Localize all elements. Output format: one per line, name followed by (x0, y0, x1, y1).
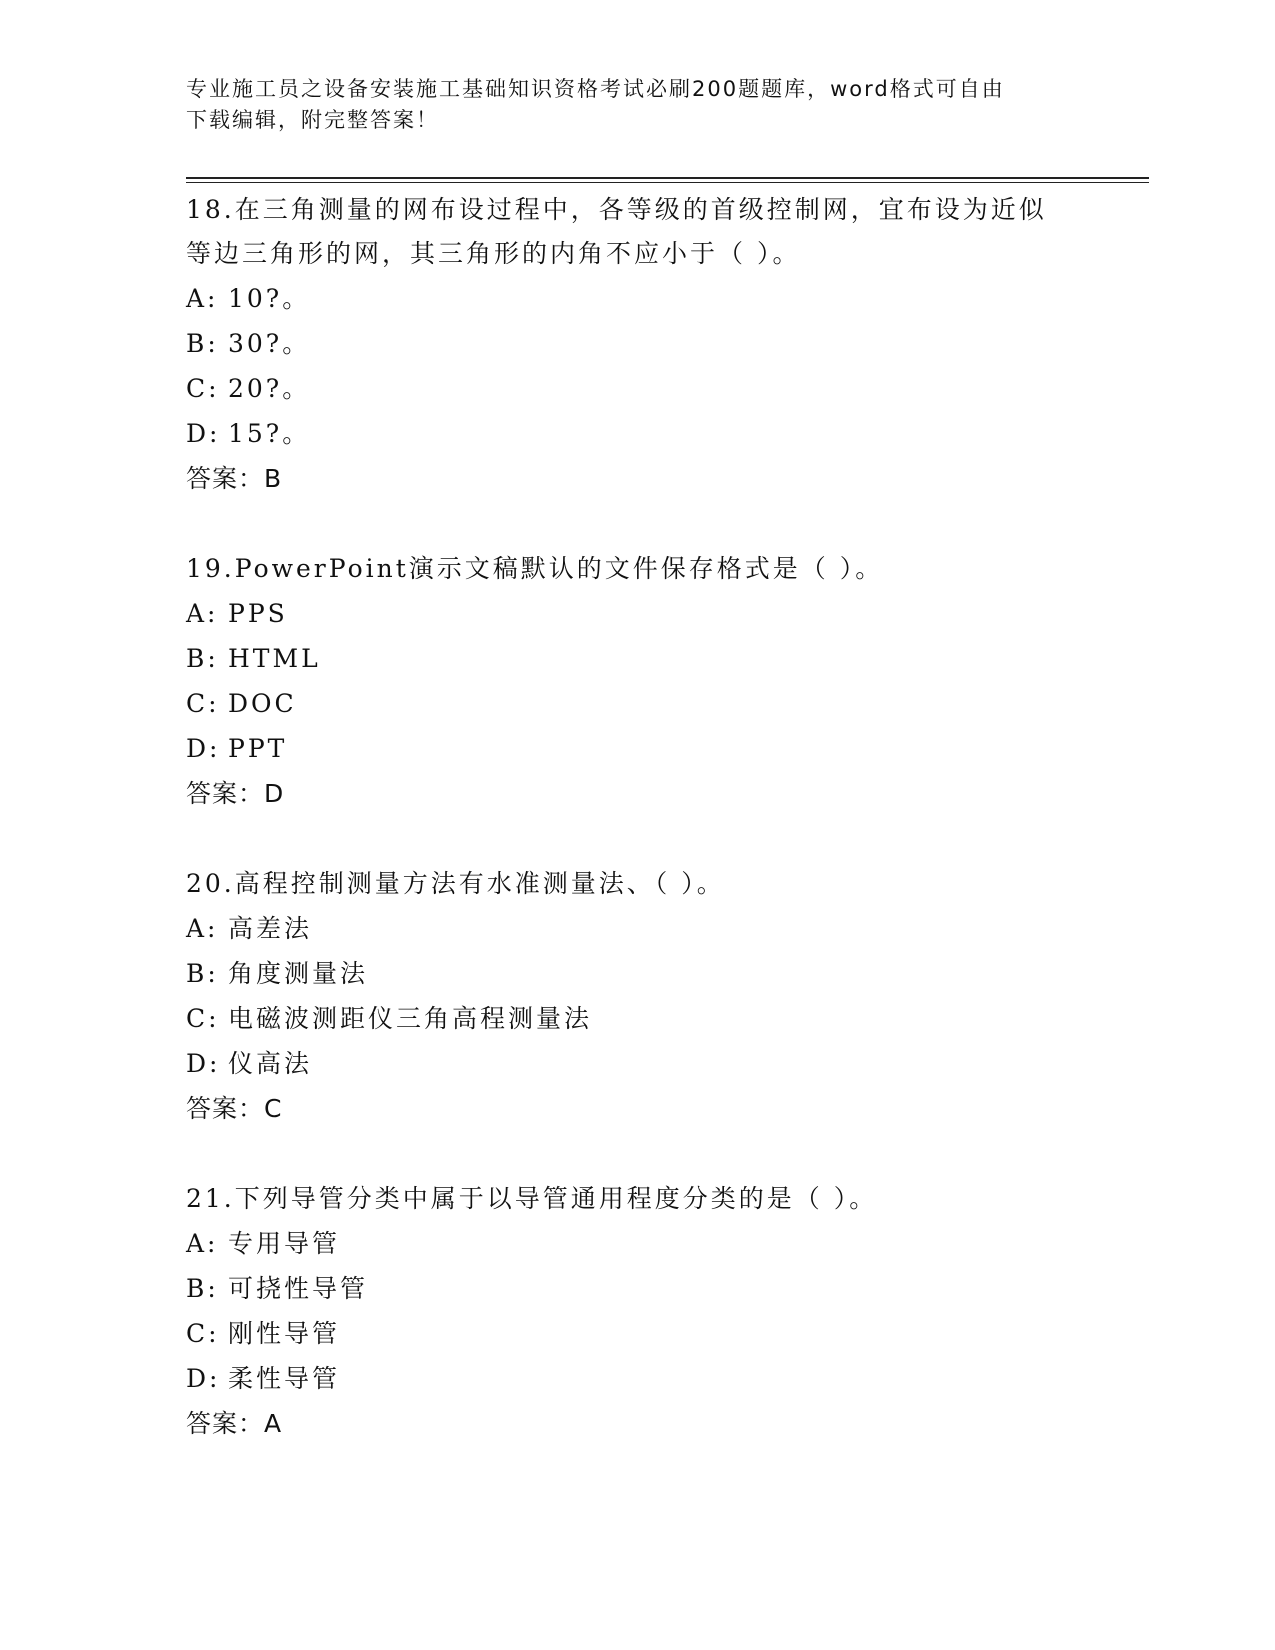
option-text: PPS (228, 599, 288, 628)
option-text: 刚性导管 (228, 1319, 341, 1348)
option-text: 高差法 (228, 914, 313, 943)
option-text: DOC (228, 689, 297, 718)
option-letter: B: (186, 959, 219, 988)
option-letter: A: (186, 914, 219, 943)
answer: 答案：D (186, 779, 285, 808)
option-a (186, 906, 1086, 951)
option-c (186, 366, 1086, 411)
answer: 答案：B (186, 464, 283, 493)
header-divider-thin (186, 182, 1149, 183)
option-letter: A: (186, 284, 219, 313)
option-text: 专用导管 (228, 1229, 341, 1258)
option-d (186, 411, 1086, 456)
option-c (186, 996, 1086, 1041)
option-letter: D: (186, 419, 221, 448)
option-letter: D: (186, 1049, 221, 1078)
answer: 答案：A (186, 1409, 283, 1438)
option-d (186, 1356, 1086, 1401)
option-text: PPT (228, 734, 288, 763)
option-d (186, 726, 1086, 771)
option-text: 柔性导管 (228, 1364, 341, 1393)
option-letter: D: (186, 734, 221, 763)
option-letter: B: (186, 1274, 219, 1303)
option-letter: C: (186, 1319, 220, 1348)
question-stem (186, 1177, 1066, 1221)
option-b (186, 321, 1086, 366)
answer: 答案：C (186, 1094, 283, 1123)
question-stem-line: 20.高程控制测量方法有水准测量法、（ ）。 (186, 869, 725, 898)
option-b (186, 636, 1086, 681)
question-20 (186, 862, 1086, 1131)
option-text: 10?。 (228, 284, 311, 313)
option-letter: A: (186, 1229, 219, 1258)
header-line-2: 下载编辑，附完整答案！ (186, 108, 439, 132)
option-text: 电磁波测距仪三角高程测量法 (228, 1004, 593, 1033)
question-stem (186, 188, 1066, 276)
option-text: 可挠性导管 (228, 1274, 369, 1303)
option-letter: C: (186, 689, 220, 718)
option-text: 15?。 (228, 419, 311, 448)
question-21 (186, 1177, 1086, 1446)
option-text: 角度测量法 (228, 959, 369, 988)
option-b (186, 1266, 1086, 1311)
question-stem (186, 862, 1066, 906)
option-letter: B: (186, 329, 219, 358)
option-text: 20?。 (228, 374, 311, 403)
option-d (186, 1041, 1086, 1086)
question-stem (186, 547, 1066, 591)
question-18 (186, 188, 1086, 501)
option-text: 30?。 (228, 329, 311, 358)
option-letter: C: (186, 374, 220, 403)
option-text: 仪高法 (228, 1049, 313, 1078)
option-letter: A: (186, 599, 219, 628)
option-letter: C: (186, 1004, 220, 1033)
question-stem-line: 等边三角形的网，其三角形的内角不应小于（ ）。 (186, 239, 801, 268)
question-list (186, 188, 1086, 1492)
question-19 (186, 547, 1086, 816)
header-line-1: 专业施工员之设备安装施工基础知识资格考试必刷200题题库，word格式可自由 (186, 77, 1005, 101)
option-letter: D: (186, 1364, 221, 1393)
option-text: HTML (228, 644, 321, 673)
option-a (186, 591, 1086, 636)
option-c (186, 1311, 1086, 1356)
option-b (186, 951, 1086, 996)
document-header (186, 74, 1066, 136)
question-stem-line: 19.PowerPoint演示文稿默认的文件保存格式是（ ）。 (186, 554, 884, 583)
question-stem-line: 18.在三角测量的网布设过程中，各等级的首级控制网，宜布设为近似 (186, 195, 1047, 224)
question-stem-line: 21.下列导管分类中属于以导管通用程度分类的是（ ）。 (186, 1184, 878, 1213)
option-c (186, 681, 1086, 726)
option-a (186, 276, 1086, 321)
option-letter: B: (186, 644, 219, 673)
header-divider-thick (186, 177, 1149, 179)
option-a (186, 1221, 1086, 1266)
